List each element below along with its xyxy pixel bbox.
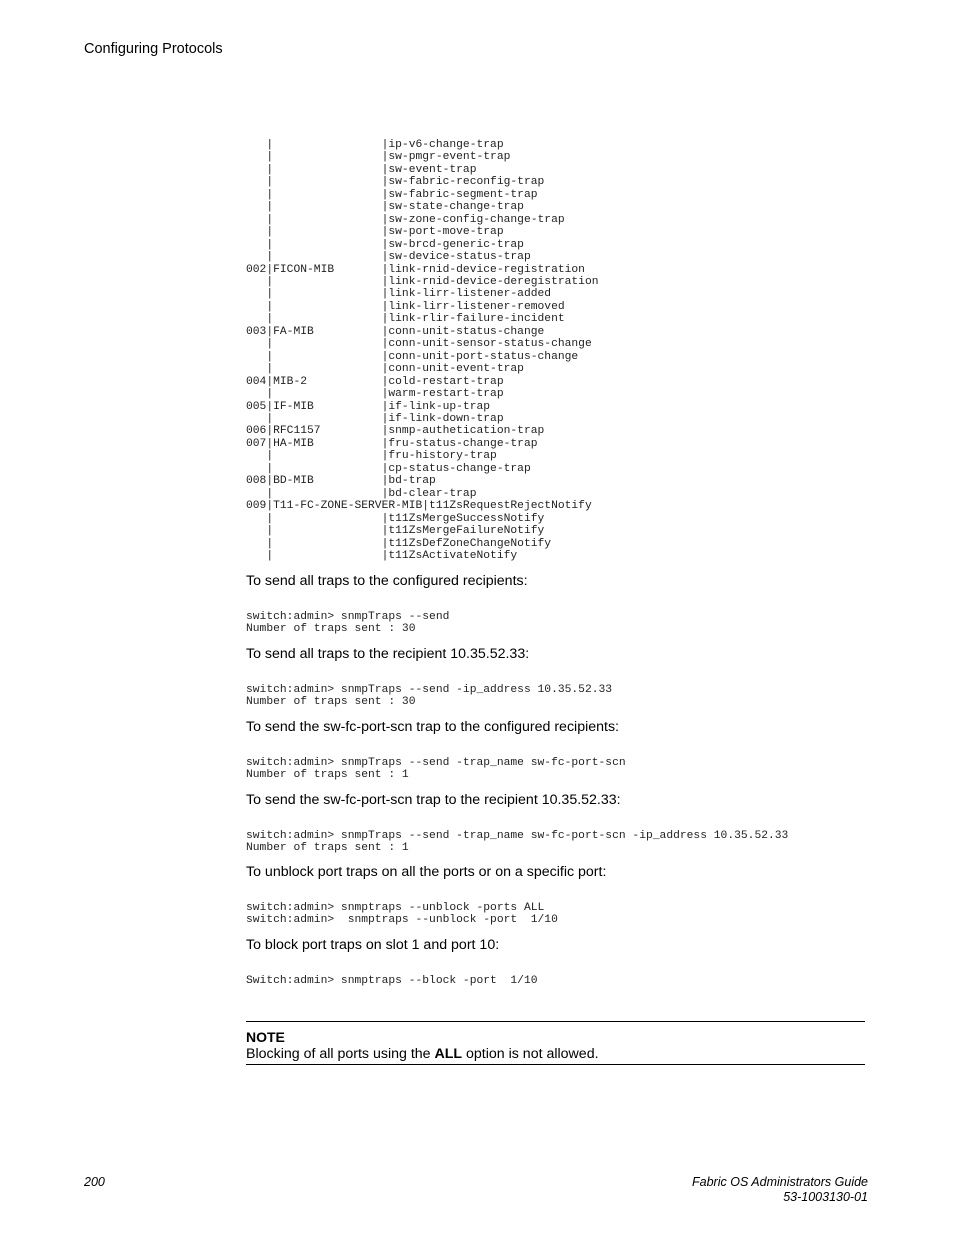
mib-table-row: 008|BD-MIB |bd-trap [246, 475, 436, 488]
note-bottom-rule [246, 1064, 865, 1065]
example-description: To unblock port traps on all the ports or on a specific port: [246, 864, 607, 880]
mib-table-row: | |link-rlir-failure-incident [246, 313, 565, 326]
mib-table-row: | |sw-state-change-trap [246, 201, 524, 214]
mib-table-row: | |sw-brcd-generic-trap [246, 238, 524, 251]
example-code-block: switch:admin> snmpTraps --send Number of traps sent : 30 [246, 611, 450, 636]
example-description: To send all traps to the recipient 10.35.52.33: [246, 646, 530, 662]
mib-table-row: | |conn-unit-port-status-change [246, 350, 579, 363]
mib-table-row: 005|IF-MIB |if-link-up-trap [246, 400, 491, 413]
note-title: NOTE [246, 1029, 285, 1045]
mib-table-row: | |t11ZsActivateNotify [246, 549, 518, 562]
example-description: To send the sw-fc-port-scn trap to the configured recipients: [246, 719, 619, 735]
mib-table-row: | |ip-v6-change-trap [246, 139, 504, 151]
example-description: To send all traps to the configured recipients: [246, 573, 528, 589]
example-description: To send the sw-fc-port-scn trap to the recipient 10.35.52.33: [246, 792, 621, 808]
running-header: Configuring Protocols [84, 41, 223, 57]
mib-table-row: | |sw-pmgr-event-trap [246, 151, 511, 164]
mib-table-row: 007|HA-MIB |fru-status-change-trap [246, 437, 538, 450]
example-code-block: switch:admin> snmpTraps --send -ip_address 10.35.52.33 Number of traps sent : 30 [246, 684, 613, 709]
example-code-block: switch:admin> snmpTraps --send -trap_name sw-fc-port-scn -ip_address 10.35.52.33 Number of traps sent : 1 [246, 830, 789, 855]
mib-table-row: 004|MIB-2 |cold-restart-trap [246, 375, 504, 388]
mib-table-row: | |sw-fabric-segment-trap [246, 188, 538, 201]
mib-table-row: | |sw-zone-config-change-trap [246, 213, 565, 226]
mib-table-row: | |link-lirr-listener-added [246, 288, 552, 301]
mib-table-row: | |sw-fabric-reconfig-trap [246, 176, 545, 189]
mib-table-row: | |bd-clear-trap [246, 487, 477, 500]
mib-table-row: 006|RFC1157 |snmp-authetication-trap [246, 425, 545, 438]
note-text-before: Blocking of all ports using the [246, 1046, 435, 1062]
mib-table-row: | |link-lirr-listener-removed [246, 300, 565, 313]
mib-table-row: 003|FA-MIB |conn-unit-status-change [246, 325, 545, 338]
mib-table-row: | |fru-history-trap [246, 450, 497, 463]
mib-table-row: | |t11ZsMergeSuccessNotify [246, 512, 545, 525]
note-top-rule [246, 1021, 865, 1022]
example-code-block: switch:admin> snmpTraps --send -trap_name sw-fc-port-scn Number of traps sent : 1 [246, 757, 626, 782]
example-code-block: Switch:admin> snmptraps --block -port 1/10 [246, 975, 538, 987]
mib-table-row: | |link-rnid-device-deregistration [246, 275, 599, 288]
mib-trap-table [246, 139, 599, 562]
mib-table-row: | |conn-unit-sensor-status-change [246, 338, 592, 351]
example-description: To block port traps on slot 1 and port 10: [246, 937, 500, 953]
mib-table-row: | |t11ZsMergeFailureNotify [246, 525, 545, 538]
note-emphasis: ALL [434, 1046, 463, 1062]
page-number: 200 [84, 1175, 105, 1189]
document-number: 53-1003130-01 [783, 1190, 868, 1204]
guide-title: Fabric OS Administrators Guide [692, 1175, 868, 1189]
note-body [246, 1046, 599, 1062]
note-text-after: option is not allowed. [462, 1046, 599, 1062]
mib-table-row: 009|T11-FC-ZONE-SERVER-MIB|t11ZsRequestRejectNotify [246, 500, 592, 513]
mib-table-row: | |t11ZsDefZoneChangeNotify [246, 537, 552, 550]
mib-table-row: | |conn-unit-event-trap [246, 363, 524, 376]
mib-table-row: | |sw-port-move-trap [246, 226, 504, 239]
mib-table-row: 002|FICON-MIB |link-rnid-device-registration [246, 263, 585, 276]
mib-table-row: | |sw-event-trap [246, 163, 477, 176]
mib-table-row: | |cp-status-change-trap [246, 462, 531, 475]
mib-table-row: | |if-link-down-trap [246, 412, 504, 425]
mib-table-row: | |warm-restart-trap [246, 388, 504, 401]
example-code-block: switch:admin> snmptraps --unblock -ports ALL switch:admin> snmptraps --unblock -port 1/10 [246, 902, 558, 927]
mib-table-row: | |sw-device-status-trap [246, 251, 531, 264]
